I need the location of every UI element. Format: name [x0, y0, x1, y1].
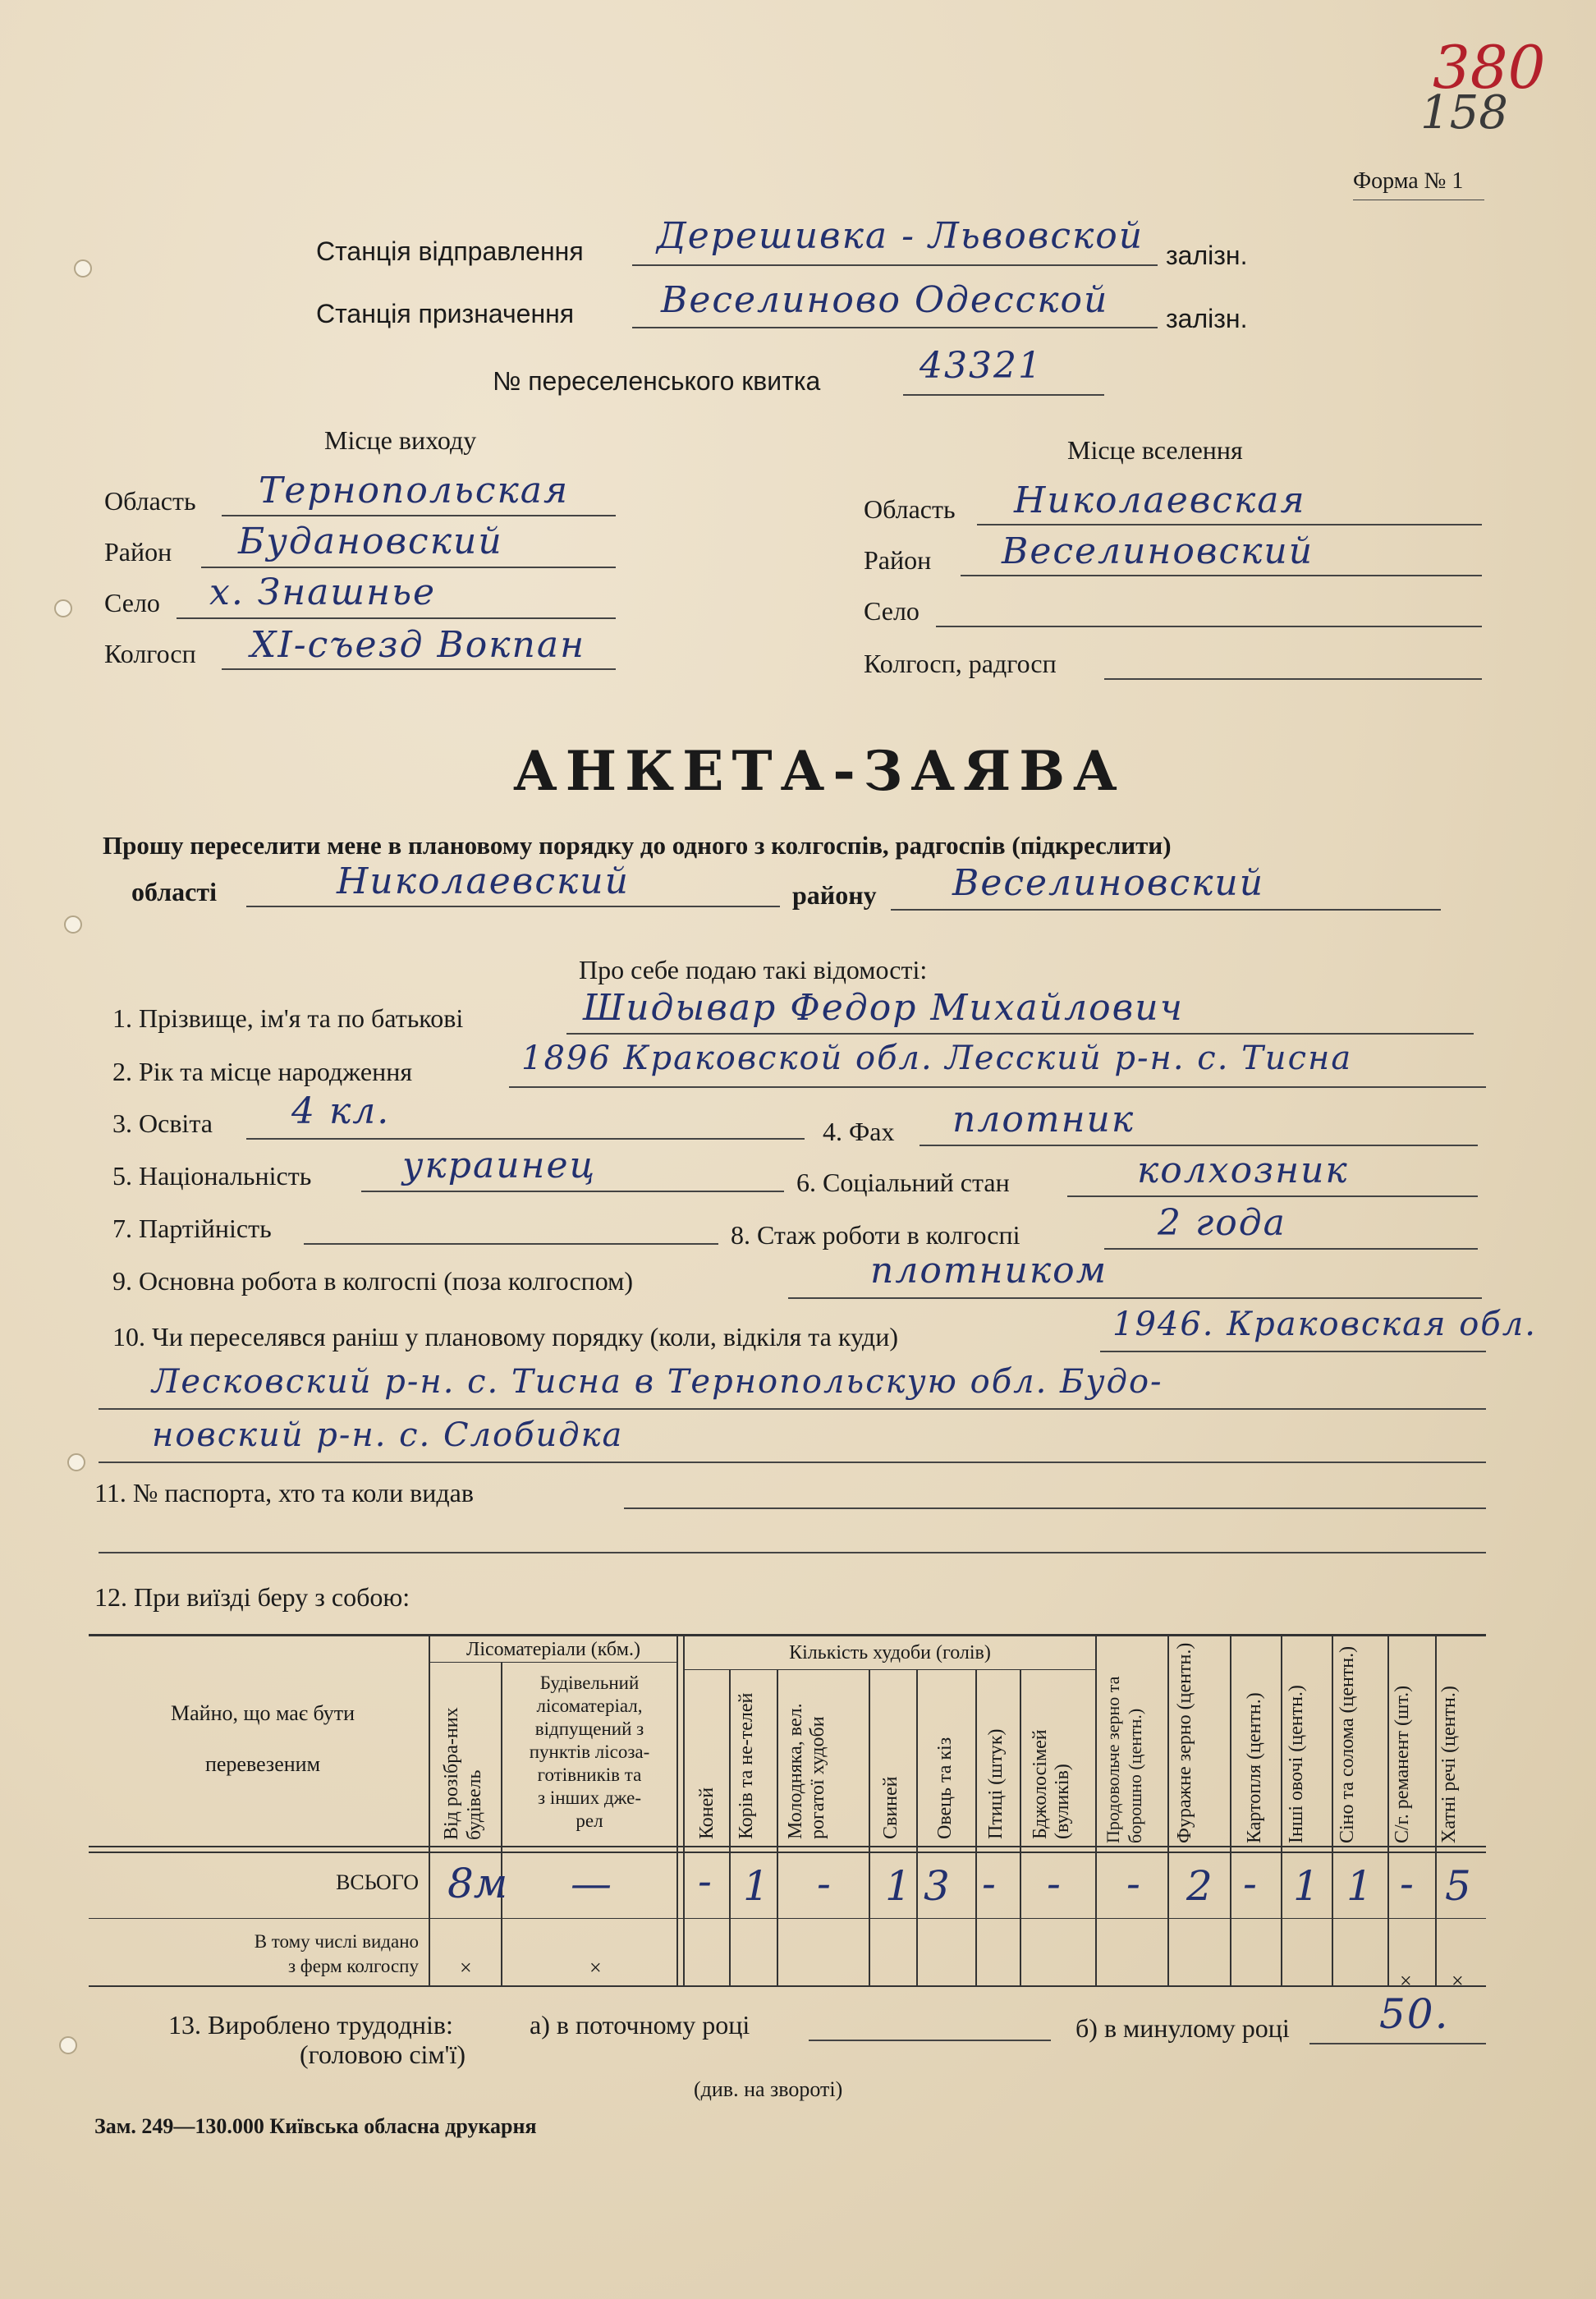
- field-12-label: 12. При виїзді беру з собою:: [94, 1582, 410, 1612]
- destination-raion-label: Район: [864, 545, 932, 575]
- field-9-value: плотником: [870, 1250, 1108, 1292]
- row-farm-label: В тому числі видано з ферм колгоспу: [254, 1931, 419, 1976]
- request-oblast-label: області: [131, 877, 217, 906]
- field-6-label: 6. Соціальний стан: [796, 1168, 1010, 1197]
- col-food-grain: Продовольче зерно та борошно (центн.): [1103, 1676, 1145, 1843]
- origin-oblast-value: Тернопольская: [259, 470, 570, 512]
- origin-raion-value: Будановский: [238, 521, 503, 562]
- col-young-cattle: Молодняка, вел. рогатої худоби: [785, 1703, 828, 1839]
- total-food-grain: -: [1126, 1860, 1140, 1907]
- table-group-cattle: Кількість худоби (голів): [789, 1642, 991, 1663]
- farm-mark-household: ×: [1452, 1969, 1464, 1993]
- origin-kolhosp-value: XI-съезд Вокпан: [250, 624, 586, 666]
- field-1-label: 1. Прізвище, ім'я та по батькові: [112, 1003, 464, 1033]
- destination-oblast-value: Николаевская: [1014, 480, 1306, 521]
- field-5-label: 5. Національність: [112, 1161, 312, 1191]
- origin-heading: Місце виходу: [324, 425, 477, 455]
- destination-heading: Місце вселення: [1067, 435, 1243, 465]
- total-household: 5: [1445, 1862, 1471, 1910]
- col-fodder-grain: Фуражне зерно (центн.): [1174, 1642, 1195, 1843]
- total-bees: -: [1047, 1860, 1061, 1907]
- field-10-line-1: 1946. Краковская обл.: [1112, 1306, 1537, 1343]
- farm-mark-dismantled: ×: [460, 1956, 472, 1980]
- request-line: Прошу переселити мене в плановому порядку до одного з колгоспів, радгоспів (підкреслити): [103, 831, 1172, 860]
- punch-hole: [59, 2036, 77, 2054]
- workdays-label: 13. Вироблено трудоднів:: [168, 2010, 453, 2040]
- col-cows: Корів та не-телей: [736, 1692, 757, 1839]
- total-pigs: 1: [885, 1862, 911, 1910]
- request-oblast-value: Николаевский: [337, 860, 630, 902]
- total-dismantled: 8м: [447, 1860, 508, 1907]
- field-9-label: 9. Основна робота в колгоспі (поза колгоспом): [112, 1266, 634, 1296]
- total-vegetables: 1: [1293, 1862, 1319, 1910]
- origin-oblast-label: Область: [104, 486, 196, 516]
- field-7-label: 7. Партійність: [112, 1214, 272, 1243]
- col-dismantled: Від розібра-них будівель: [441, 1707, 485, 1840]
- destination-station-value: Веселиново Одесской: [661, 279, 1109, 321]
- archive-number-top: 380: [1433, 33, 1546, 102]
- field-3-label: 3. Освіта: [112, 1108, 213, 1138]
- workdays-previous-value: 50.: [1379, 1990, 1450, 2038]
- col-building-wood: Будівельний лісоматеріал, відпущений з пунктів лісоза- готівників та з інших дже- рел: [529, 1673, 650, 1831]
- punch-hole: [64, 915, 82, 934]
- form-label: Форма № 1: [1353, 168, 1464, 194]
- col-horses: Коней: [696, 1787, 718, 1839]
- departure-value: Дерешивка - Львовской: [657, 215, 1144, 257]
- col-potatoes: Картопля (центн.): [1244, 1692, 1265, 1843]
- archive-number-bottom: 158: [1420, 86, 1508, 140]
- ticket-label: № переселенського квитка: [493, 366, 821, 396]
- origin-selo-label: Село: [104, 588, 160, 617]
- departure-label: Станція відправлення: [316, 236, 584, 266]
- farm-mark-building-wood: ×: [589, 1956, 602, 1980]
- workdays-sub: (головою сім'ї): [300, 2040, 466, 2069]
- field-8-value: 2 года: [1158, 1202, 1286, 1244]
- field-4-value: плотник: [952, 1099, 1135, 1140]
- field-5-value: украинец: [402, 1145, 597, 1186]
- printer-imprint: Зам. 249—130.000 Київська обласна друкарня: [94, 2114, 537, 2138]
- field-10-line-3: новский р-н. с. Слобидка: [152, 1416, 624, 1454]
- table-group-wood: Лісоматеріали (кбм.): [466, 1639, 640, 1660]
- col-hay: Сіно та солома (центн.): [1337, 1645, 1358, 1843]
- total-hay: 1: [1346, 1862, 1373, 1910]
- destination-kolhosp-label: Колгосп, радгосп: [864, 649, 1057, 678]
- field-2-label: 2. Рік та місце народження: [112, 1057, 413, 1086]
- field-10-label: 10. Чи переселявся раніш у плановому порядку (коли, відкіля та куди): [112, 1322, 898, 1351]
- total-potatoes: -: [1243, 1860, 1257, 1907]
- field-10-line-2: Лесковский р-н. с. Тисна в Тернопольскую обл. Будо-: [152, 1363, 1163, 1401]
- field-11-label: 11. № паспорта, хто та коли видав: [94, 1478, 474, 1507]
- origin-kolhosp-label: Колгосп: [104, 639, 196, 668]
- col-pigs: Свиней: [880, 1776, 901, 1839]
- destination-selo-label: Село: [864, 596, 920, 626]
- railway-suffix: залізн.: [1166, 241, 1248, 270]
- col-sheep: Овець та кіз: [934, 1737, 956, 1839]
- punch-hole: [67, 1453, 85, 1471]
- total-young-cattle: -: [817, 1860, 831, 1907]
- railway-suffix-2: залізн.: [1166, 304, 1248, 333]
- field-8-label: 8. Стаж роботи в колгоспі: [731, 1220, 1020, 1250]
- total-equipment: -: [1400, 1860, 1414, 1907]
- punch-hole: [54, 599, 72, 617]
- workdays-current-label: а) в поточному році: [530, 2010, 750, 2040]
- destination-station-label: Станція призначення: [316, 299, 575, 328]
- ticket-value: 43321: [920, 345, 1043, 387]
- origin-raion-label: Район: [104, 537, 172, 567]
- col-vegetables: Інші овочі (центн.): [1286, 1685, 1307, 1843]
- request-raion-value: Веселиновский: [952, 862, 1265, 904]
- total-cows: 1: [743, 1862, 769, 1910]
- workdays-previous-label: б) в минулому році: [1075, 2013, 1290, 2043]
- total-sheep: 3: [924, 1862, 950, 1910]
- row-total-label: ВСЬОГО: [336, 1870, 419, 1894]
- col-household: Хатні речі (центн.): [1438, 1686, 1460, 1843]
- form-title: АНКЕТА-ЗАЯВА: [513, 739, 1126, 803]
- field-1-value: Шидывар Федор Михайлович: [583, 987, 1184, 1029]
- request-raion-label: району: [792, 880, 877, 910]
- field-3-value: 4 кл.: [291, 1090, 391, 1132]
- see-reverse: (див. на звороті): [694, 2077, 843, 2101]
- origin-selo-value: х. Знашнье: [209, 571, 437, 613]
- field-2-value: 1896 Краковской обл. Лесский р-н. с. Тисна: [521, 1039, 1353, 1077]
- total-fodder-grain: 2: [1186, 1862, 1213, 1910]
- destination-oblast-label: Область: [864, 494, 956, 524]
- field-4-label: 4. Фах: [823, 1117, 895, 1146]
- col-poultry: Птиці (штук): [985, 1728, 1007, 1839]
- field-6-value: колхозник: [1137, 1150, 1349, 1191]
- total-poultry: -: [982, 1860, 996, 1907]
- punch-hole: [74, 259, 92, 278]
- info-heading: Про себе подаю такі відомості:: [579, 955, 928, 984]
- farm-mark-equipment: ×: [1400, 1969, 1412, 1993]
- table-row-header: Майно, що має бути перевезеним: [171, 1701, 355, 1776]
- col-bees: Бджолосімей (вуликів): [1030, 1729, 1073, 1839]
- col-equipment: С/г. реманент (шт.): [1392, 1685, 1413, 1843]
- total-building-wood: —: [571, 1860, 612, 1907]
- destination-raion-value: Веселиновский: [1002, 530, 1314, 572]
- total-horses: -: [698, 1857, 712, 1905]
